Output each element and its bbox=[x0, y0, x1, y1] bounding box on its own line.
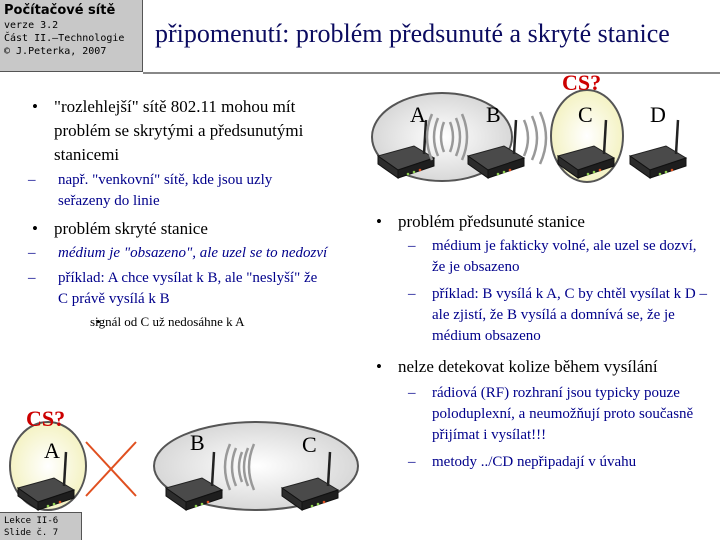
right-bullet-1-sub-1-text: médium je fakticky volné, ale uzel se dozví, že je obsazeno bbox=[432, 238, 697, 275]
slide-info-box bbox=[0, 512, 82, 540]
version-text: verze 3.2 bbox=[4, 20, 59, 31]
slide-title: připomenutí: problém předsunuté a skryté stanice bbox=[155, 19, 670, 48]
station-d-label: D bbox=[650, 102, 666, 127]
router-d-icon bbox=[630, 120, 686, 178]
right-bullet-2 bbox=[372, 355, 712, 379]
course-name: Počítačové sítě bbox=[4, 3, 116, 18]
left-bullet-1-sub-text: např. "venkovní" sítě, kde jsou uzly seřazeny do linie bbox=[58, 172, 273, 209]
left-bullet-1 bbox=[28, 95, 328, 167]
left-bullet-2-sub-2: – příklad: A chce vysílat k B, ale "neslyší" že C právě vysílá k B bbox=[28, 270, 318, 307]
right-bullet-1-sub-1: – médium je fakticky volné, ale uzel se dozví, že je obsazeno bbox=[408, 238, 697, 275]
cs-label-bottom: CS? bbox=[26, 406, 66, 431]
course-info-box bbox=[0, 0, 143, 72]
left-bullet-2-subsub bbox=[28, 313, 328, 331]
right-bullet-2-sub-2-text: metody ../CD nepřipadají v úvahu bbox=[432, 454, 637, 470]
left-bullet-2-text: problém skryté stanice bbox=[54, 219, 208, 238]
cs-label-top: CS? bbox=[562, 70, 602, 95]
lecture-number: Lekce II-6 bbox=[4, 516, 59, 526]
right-bullet-1-text: problém předsunuté stanice bbox=[398, 212, 585, 231]
part-text: Část II.–Technologie bbox=[4, 33, 125, 44]
right-bullet-2-sub-1: – rádiová (RF) rozhraní jsou typicky pouze poloduplexní, a neumožňují proto současně přijímat i vysílat!!! bbox=[408, 385, 694, 443]
hidden-station-diagram bbox=[0, 400, 360, 512]
station-b-label: B bbox=[486, 102, 501, 127]
right-bullet-1-sub-2: – příklad: B vysílá k A, C by chtěl vysílat k D – ale zjistí, že B vysílá a domnívá se, že je médium obsazeno bbox=[408, 286, 707, 344]
station-c-label: C bbox=[578, 102, 593, 127]
left-bullet-2-sub-2-text: příklad: A chce vysílat k B, ale "neslyší" že C právě vysílá k B bbox=[58, 270, 318, 307]
exposed-station-diagram bbox=[360, 70, 720, 200]
right-bullet-2-text: nelze detekovat kolize během vysílání bbox=[398, 357, 658, 376]
left-bullet-1-sub: – např. "venkovní" sítě, kde jsou uzly seřazeny do linie bbox=[28, 172, 273, 209]
right-bullet-2-sub-2: – metody ../CD nepřipadají v úvahu bbox=[408, 454, 637, 470]
left-bullet-2 bbox=[28, 217, 328, 241]
right-bullet-1 bbox=[372, 210, 712, 234]
author-text: © J.Peterka, 2007 bbox=[4, 46, 107, 57]
left-bullet-2-sub-1: – médium je "obsazeno", ale uzel se to nedozví bbox=[28, 245, 328, 261]
left-bullet-1-text: "rozlehlejší" sítě 802.11 mohou mít problém se skrytými a předsunutými stanicemi bbox=[54, 97, 304, 164]
station-b-label: B bbox=[190, 430, 205, 455]
station-a-label: A bbox=[410, 102, 426, 127]
right-bullet-2-sub-1-text: rádiová (RF) rozhraní jsou typicky pouze poloduplexní, a neumožňují proto současně přijímat i vysílat!!! bbox=[432, 385, 694, 443]
station-a-label: A bbox=[44, 438, 60, 463]
right-bullet-1-sub-2-text: příklad: B vysílá k A, C by chtěl vysílat k D – ale zjistí, že B vysílá a domnívá se, že je médium obsazeno bbox=[432, 286, 707, 344]
left-bullet-2-subsub-text: signál od C už nedosáhne k A bbox=[90, 314, 245, 329]
slide-number: Slide č. 7 bbox=[4, 528, 59, 538]
blocked-cross-icon bbox=[86, 442, 136, 496]
station-c-label: C bbox=[302, 432, 317, 457]
right-column bbox=[372, 210, 712, 473]
left-bullet-2-sub-1-text: médium je "obsazeno", ale uzel se to nedozví bbox=[58, 245, 328, 261]
left-column bbox=[28, 95, 328, 331]
